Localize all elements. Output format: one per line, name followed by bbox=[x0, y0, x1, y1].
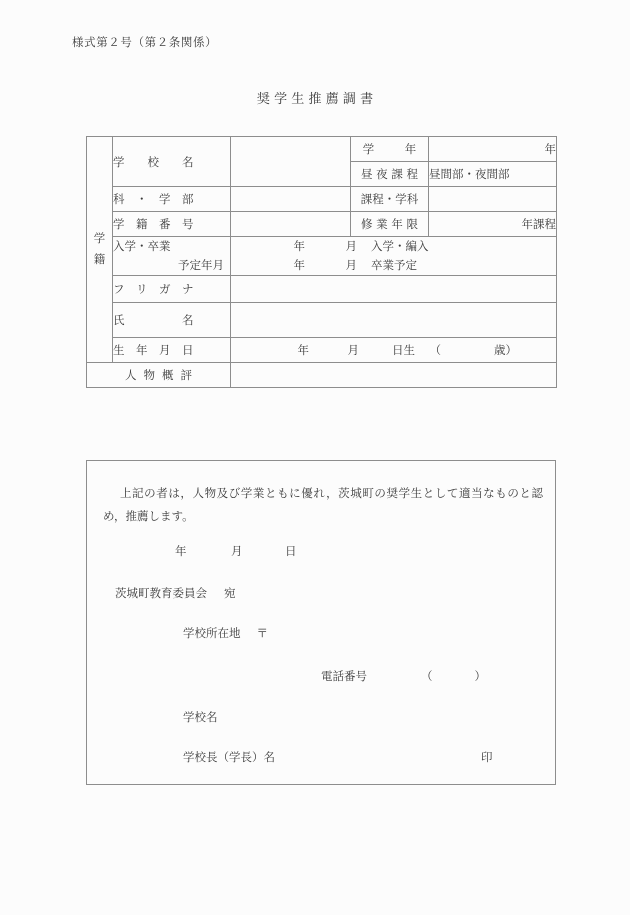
graduate-year-label: 年 bbox=[293, 257, 305, 272]
postal-mark-icon: 〒 bbox=[256, 626, 268, 640]
telephone-label: 電話番号 bbox=[321, 669, 367, 683]
department-label: 科 ・ 学 部 bbox=[113, 187, 231, 212]
school-name-line[interactable]: 学校名 bbox=[183, 710, 218, 724]
principal-name-line[interactable]: 学校長（学長）名 bbox=[183, 750, 275, 764]
birth-year-label: 年 bbox=[297, 342, 309, 357]
addressee-name: 茨城町教育委員会 bbox=[115, 586, 207, 600]
table-row-enrollment bbox=[87, 237, 557, 276]
graduate-month-label: 月 bbox=[345, 257, 357, 272]
name-label bbox=[113, 302, 231, 337]
enroll-year-label: 年 bbox=[293, 239, 305, 253]
enrollment-value[interactable] bbox=[231, 237, 557, 276]
school-year-value[interactable]: 年 bbox=[429, 137, 557, 162]
enroll-month-label: 月 bbox=[345, 239, 357, 253]
school-year-label: 学 年 bbox=[351, 137, 429, 162]
school-term-label: 修 業 年 限 bbox=[351, 212, 429, 237]
statement-date-month: 月 bbox=[231, 544, 243, 558]
spine-char-2: 籍 bbox=[93, 252, 106, 267]
enrollment-label bbox=[113, 237, 231, 276]
student-id-value[interactable] bbox=[231, 212, 351, 237]
day-night-label: 昼 夜 課 程 bbox=[351, 162, 429, 187]
table-row-department bbox=[87, 187, 557, 212]
addressee-suffix: 宛 bbox=[224, 586, 236, 600]
course-label: 課程・学科 bbox=[351, 187, 429, 212]
enroll-type-label: 入学・編入 bbox=[371, 239, 429, 253]
table-row-name bbox=[87, 302, 557, 337]
student-id-label: 学 籍 番 号 bbox=[113, 212, 231, 237]
graduate-type-label: 卒業予定 bbox=[371, 257, 417, 272]
name-label-text: 氏 名 bbox=[113, 312, 194, 327]
enrollment-label-line1: 入学・卒業 bbox=[113, 239, 171, 253]
table-row-evaluation bbox=[87, 362, 557, 387]
birth-paren-open: （ bbox=[429, 342, 441, 357]
statement-date-year: 年 bbox=[175, 544, 187, 558]
school-address-label: 学校所在地 bbox=[183, 626, 241, 640]
furigana-value[interactable] bbox=[231, 275, 557, 302]
table-row-furigana bbox=[87, 275, 557, 302]
table-row-birthdate bbox=[87, 337, 557, 362]
course-value[interactable] bbox=[429, 187, 557, 212]
department-value[interactable] bbox=[231, 187, 351, 212]
birthdate-label: 生 年 月 日 bbox=[113, 337, 231, 362]
table-row-student-id bbox=[87, 212, 557, 237]
statement-date-day: 日 bbox=[285, 544, 297, 558]
furigana-label: フ リ ガ ナ bbox=[113, 275, 231, 302]
day-night-value[interactable]: 昼間部・夜間部 bbox=[429, 162, 557, 187]
table-row-school-name bbox=[87, 137, 557, 162]
school-name-label: 学 校 名 bbox=[113, 137, 231, 187]
spine-char-1: 学 bbox=[93, 230, 106, 245]
enrollment-line-graduation bbox=[231, 256, 556, 275]
seal-mark: 印 bbox=[481, 750, 493, 764]
enrollment-line-admission bbox=[231, 237, 556, 256]
school-term-value[interactable]: 年課程 bbox=[429, 212, 557, 237]
telephone-paren-open: （ bbox=[421, 669, 433, 683]
statement-paragraph: 上記の者は，人物及び学業ともに優れ，茨城町の奨学生として適当なものと認め，推薦します。 bbox=[103, 486, 543, 523]
registry-spine-label bbox=[87, 137, 113, 363]
evaluation-value[interactable] bbox=[231, 362, 557, 387]
telephone-paren-close: ） bbox=[474, 669, 486, 683]
birth-month-label: 月 bbox=[347, 342, 359, 357]
name-value[interactable] bbox=[231, 302, 557, 337]
birth-age-label: 歳） bbox=[494, 342, 517, 357]
school-name-value[interactable] bbox=[231, 137, 351, 187]
addressee-line bbox=[115, 585, 236, 601]
page-title: 奨学生推薦調書 bbox=[256, 92, 378, 107]
birth-day-label: 日生 bbox=[392, 342, 415, 357]
student-registry-table bbox=[86, 136, 557, 388]
school-address-line[interactable] bbox=[183, 625, 268, 641]
enrollment-label-line2: 予定年月 bbox=[178, 257, 224, 272]
form-number: 様式第２号（第２条関係） bbox=[72, 35, 218, 49]
birthdate-value[interactable] bbox=[231, 337, 557, 362]
telephone-line[interactable] bbox=[321, 668, 486, 684]
evaluation-label: 人物概評 bbox=[87, 362, 231, 387]
recommendation-statement-box bbox=[86, 460, 556, 785]
